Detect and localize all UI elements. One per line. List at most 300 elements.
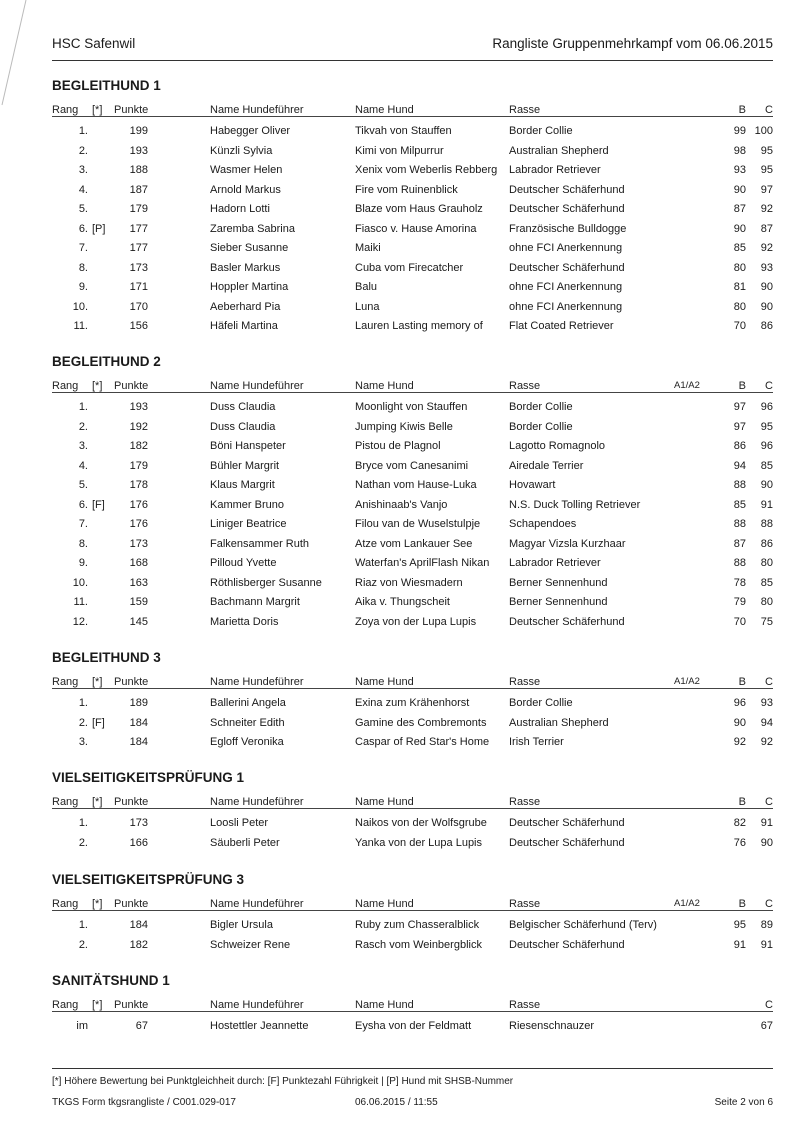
rank: 11. [73,320,88,332]
breed: ohne FCI Anerkennung [509,281,623,293]
handler: Liniger Beatrice [210,518,287,530]
dog-name: Riaz von Wiesmadern [355,576,463,589]
rank: 5. [78,479,88,491]
dog-name: Eysha von der Feldmatt [355,1020,472,1032]
rank: 6. [78,222,88,235]
column-header-c: C [765,999,773,1011]
dog-name: Maiki [355,242,381,254]
dog-name: Rasch vom Weinbergblick [355,938,482,951]
handler: Arnold Markus [210,183,281,196]
score-c: 80 [760,557,773,569]
breed: Französische Bulldogge [509,222,627,235]
column-header-hundefuehrer: Name Hundeführer [210,898,304,910]
table-row [52,616,773,632]
column-header-hund: Name Hund [355,104,414,116]
tiebreak: [P] [92,222,106,235]
column-header-c: C [765,380,773,392]
score-c: 93 [760,261,773,274]
breed: Irish Terrier [509,736,564,748]
table-row [52,837,773,853]
rank: 11. [73,596,88,608]
score-b: 82 [733,817,746,829]
rank: 3. [78,440,88,452]
column-header-b: B [738,380,746,392]
column-header-punkte: Punkte [114,676,149,688]
points: 189 [129,697,148,709]
score-c: 88 [760,518,773,530]
rank: 4. [78,459,88,472]
table-row [52,697,773,713]
rank: 9. [78,281,88,293]
section-title: BEGLEITHUND 1 [52,78,161,93]
breed: Labrador Retriever [509,164,601,176]
table-row [52,817,773,833]
table-header [52,796,773,812]
dog-name: Nathan vom Hause-Luka [355,479,477,491]
score-c: 75 [760,615,773,628]
dog-name: Naikos von der Wolfsgrube [355,817,487,829]
column-header-rasse: Rasse [509,104,541,116]
column-header-hundefuehrer: Name Hundeführer [210,999,304,1011]
column-header-hund: Name Hund [355,796,414,808]
points: 188 [129,164,148,176]
score-b: 76 [733,836,746,849]
table-row [52,184,773,200]
dog-name: Blaze vom Haus Grauholz [355,203,483,215]
rank: 12. [72,615,88,628]
column-header-b: B [738,796,746,808]
handler: Kammer Bruno [210,498,284,511]
rank: 4. [78,183,88,196]
page-number: Seite 2 von 6 [714,1097,773,1108]
column-header-c: C [765,676,773,688]
handler: Aeberhard Pia [210,300,281,313]
column-header-hundefuehrer: Name Hundeführer [210,380,304,392]
points: 166 [129,836,148,849]
handler: Hostettler Jeannette [210,1020,309,1032]
dog-name: Tikvah von Stauffen [355,125,452,137]
points: 187 [129,183,148,196]
score-b: 97 [733,401,746,413]
score-b: 88 [733,557,746,569]
score-b: 70 [733,320,746,332]
dog-name: Anishinaab's Vanjo [355,498,448,511]
column-header-star: [*] [92,898,103,910]
column-header-hund: Name Hund [355,676,414,688]
score-b: 88 [733,479,746,491]
score-b: 94 [733,459,746,472]
breed: Deutscher Schäferhund [509,615,625,628]
column-header-rasse: Rasse [509,999,541,1011]
dog-name: Zoya von der Lupa Lupis [355,615,477,628]
column-header-hund: Name Hund [355,999,414,1011]
points: 173 [129,261,148,274]
rank: 8. [78,537,88,550]
header-rule [52,910,773,911]
score-c: 96 [760,440,773,452]
table-row [52,919,773,935]
score-c: 91 [760,938,773,951]
breed: ohne FCI Anerkennung [509,242,623,254]
points: 159 [129,596,148,608]
column-header-b: B [738,676,746,688]
points: 192 [129,420,148,433]
points: 177 [129,242,148,254]
score-c: 89 [760,919,773,931]
handler: Zaremba Sabrina [210,222,295,235]
column-header-punkte: Punkte [114,898,149,910]
column-header-rang: Rang [52,104,79,116]
club-name: HSC Safenwil [52,36,136,51]
score-b: 86 [733,440,746,452]
rank: 3. [78,164,88,176]
handler: Bühler Margrit [210,459,280,472]
column-header-rasse: Rasse [509,796,541,808]
breed: Deutscher Schäferhund [509,938,625,951]
header-rule [52,60,773,61]
table-row [52,125,773,141]
handler: Böni Hanspeter [210,440,286,452]
rank: 10. [72,576,88,589]
rank: 2. [78,716,88,729]
column-header-c: C [765,898,773,910]
rank: 7. [78,518,88,530]
column-header-c: C [765,796,773,808]
score-b: 88 [733,518,746,530]
breed: ohne FCI Anerkennung [509,300,623,313]
rank: 2. [78,938,88,951]
table-header [52,380,773,396]
score-b: 81 [733,281,746,293]
dog-name: Kimi von Milpurrur [355,144,444,157]
breed: Australian Shepherd [509,144,609,157]
score-c: 91 [760,498,773,511]
points: 199 [129,125,148,137]
column-header-punkte: Punkte [114,104,149,116]
score-b: 93 [733,164,746,176]
points: 171 [129,281,148,293]
column-header-rang: Rang [52,796,79,808]
handler: Loosli Peter [210,817,269,829]
score-c: 97 [760,183,773,196]
table-header [52,898,773,914]
handler: Ballerini Angela [210,697,286,709]
score-b: 96 [733,697,746,709]
handler: Wasmer Helen [210,164,283,176]
column-header-a1a2: A1/A2 [674,380,700,391]
form-id: TKGS Form tkgsrangliste / C001.029-017 [52,1097,236,1108]
handler: Hadorn Lotti [210,203,270,215]
handler: Schneiter Edith [210,716,285,729]
score-c: 91 [760,817,773,829]
dog-name: Luna [355,300,380,313]
handler: Häfeli Martina [210,320,278,332]
score-c: 87 [760,222,773,235]
dog-name: Xenix vom Weberlis Rebberg [355,164,498,176]
breed: Airedale Terrier [509,459,584,472]
column-header-b: B [738,104,746,116]
handler: Röthlisberger Susanne [210,576,322,589]
rank: 2. [78,836,88,849]
table-row [52,164,773,180]
table-row [52,717,773,733]
document-title: Rangliste Gruppenmehrkampf vom 06.06.2015 [492,36,773,51]
score-c: 94 [760,716,773,729]
breed: Berner Sennenhund [509,576,608,589]
column-header-star: [*] [92,104,103,116]
table-row [52,596,773,612]
breed: Border Collie [509,401,573,413]
points: 182 [129,938,148,951]
column-header-rang: Rang [52,999,79,1011]
score-b: 87 [733,537,746,550]
breed: Deutscher Schäferhund [509,261,625,274]
column-header-a1a2: A1/A2 [674,676,700,687]
breed: Hovawart [509,479,556,491]
table-row [52,223,773,239]
handler: Künzli Sylvia [210,144,273,157]
points: 193 [129,401,148,413]
score-b: 95 [733,919,746,931]
section-title: VIELSEITIGKEITSPRÜFUNG 3 [52,872,245,887]
table-row [52,518,773,534]
breed: Magyar Vizsla Kurzhaar [509,537,626,550]
rank: 1. [78,125,88,137]
table-row [52,281,773,297]
column-header-rasse: Rasse [509,380,541,392]
handler: Hoppler Martina [210,281,289,293]
dog-name: Caspar of Red Star's Home [355,736,490,748]
print-datetime: 06.06.2015 / 11:55 [355,1097,438,1108]
score-c: 96 [760,401,773,413]
score-c: 93 [760,697,773,709]
breed: Deutscher Schäferhund [509,203,625,215]
dog-name: Gamine des Combremonts [355,716,487,729]
handler: Falkensammer Ruth [210,537,310,550]
table-row [52,557,773,573]
column-header-hund: Name Hund [355,898,414,910]
breed: Labrador Retriever [509,557,601,569]
score-c: 95 [760,164,773,176]
handler: Basler Markus [210,261,281,274]
rank: 2. [78,144,88,157]
score-c: 90 [760,300,773,313]
table-row [52,203,773,219]
handler: Sieber Susanne [210,242,289,254]
breed: Australian Shepherd [509,716,609,729]
points: 168 [129,557,148,569]
rank: 6. [78,498,88,511]
dog-name: Jumping Kiwis Belle [355,420,453,433]
score-c: 100 [754,125,773,137]
column-header-star: [*] [92,796,103,808]
dog-name: Waterfan's AprilFlash Nikan [355,557,490,569]
score-c: 86 [760,537,773,550]
tiebreak: [F] [92,716,105,729]
score-b: 98 [733,144,746,157]
table-row [52,421,773,437]
column-header-rasse: Rasse [509,676,541,688]
table-row [52,939,773,955]
score-c: 92 [760,242,773,254]
table-header [52,999,773,1015]
score-b: 92 [733,736,746,748]
score-c: 95 [760,420,773,433]
breed: Schapendoes [509,518,577,530]
dog-name: Yanka von der Lupa Lupis [355,836,482,849]
breed: Belgischer Schäferhund (Terv) [509,919,657,931]
dog-name: Filou van de Wuselstulpje [355,518,481,530]
handler: Egloff Veronika [210,736,284,748]
points: 179 [129,203,148,215]
points: 184 [129,716,148,729]
section-title: BEGLEITHUND 2 [52,354,161,369]
header-rule [52,392,773,393]
tiebreak: [F] [92,498,105,511]
rank: 9. [78,557,88,569]
rank: im [76,1020,88,1032]
points: 177 [129,222,148,235]
table-row [52,1020,773,1036]
column-header-a1a2: A1/A2 [674,898,700,909]
column-header-hundefuehrer: Name Hundeführer [210,796,304,808]
dog-name: Atze vom Lankauer See [355,537,473,550]
scan-artifact-line [0,0,30,110]
breed: Deutscher Schäferhund [509,183,625,196]
column-header-rang: Rang [52,676,79,688]
column-header-rang: Rang [52,380,79,392]
points: 170 [129,300,148,313]
score-c: 95 [760,144,773,157]
table-row [52,301,773,317]
table-row [52,538,773,554]
table-row [52,736,773,752]
score-c: 80 [760,596,773,608]
score-c: 90 [760,281,773,293]
score-c: 90 [760,836,773,849]
points: 173 [129,537,148,550]
column-header-star: [*] [92,999,103,1011]
dog-name: Moonlight von Stauffen [355,401,468,413]
column-header-star: [*] [92,676,103,688]
dog-name: Cuba vom Firecatcher [355,261,464,274]
score-b: 90 [733,716,746,729]
points: 193 [129,144,148,157]
rank: 7. [78,242,88,254]
score-c: 92 [760,203,773,215]
points: 178 [129,479,148,491]
score-b: 91 [733,938,746,951]
header-rule [52,1011,773,1012]
points: 156 [129,320,148,332]
breed: Deutscher Schäferhund [509,817,625,829]
dog-name: Ruby zum Chasseralblick [355,919,480,931]
table-header [52,104,773,120]
points: 67 [135,1020,148,1032]
rank: 5. [78,203,88,215]
header-rule [52,116,773,117]
score-b: 79 [733,596,746,608]
points: 182 [129,440,148,452]
score-c: 85 [760,576,773,589]
column-header-b: B [738,898,746,910]
dog-name: Bryce vom Canesanimi [355,459,469,472]
score-c: 85 [760,459,773,472]
points: 163 [129,576,148,589]
column-header-rang: Rang [52,898,79,910]
handler: Habegger Oliver [210,125,291,137]
handler: Bigler Ursula [210,919,273,931]
rank: 1. [78,401,88,413]
column-header-hundefuehrer: Name Hundeführer [210,104,304,116]
score-b: 85 [733,498,746,511]
score-b: 99 [733,125,746,137]
section-title: VIELSEITIGKEITSPRÜFUNG 1 [52,770,245,785]
dog-name: Fiasco v. Hause Amorina [355,222,477,235]
header-rule [52,808,773,809]
breed: Border Collie [509,697,573,709]
rank: 10. [72,300,88,313]
handler: Bachmann Margrit [210,596,300,608]
score-b: 97 [733,420,746,433]
score-b: 90 [733,183,746,196]
score-b: 85 [733,242,746,254]
dog-name: Fire vom Ruinenblick [355,183,458,196]
footnote: [*] Höhere Bewertung bei Punktgleichheit durch: [F] Punktezahl Führigkeit | [P] Hund mit SHSB-Nummer [52,1076,514,1087]
column-header-c: C [765,104,773,116]
points: 176 [129,498,148,511]
table-row [52,577,773,593]
score-b: 90 [733,222,746,235]
column-header-star: [*] [92,380,103,392]
column-header-rasse: Rasse [509,898,541,910]
score-c: 86 [760,320,773,332]
rank: 8. [78,261,88,274]
score-c: 92 [760,736,773,748]
score-c: 67 [760,1020,773,1032]
points: 179 [129,459,148,472]
table-row [52,320,773,336]
table-row [52,479,773,495]
breed: N.S. Duck Tolling Retriever [509,498,641,511]
footer-rule [52,1068,773,1069]
table-row [52,460,773,476]
rank: 2. [78,420,88,433]
dog-name: Pistou de Plagnol [355,440,441,452]
rank: 1. [78,697,88,709]
points: 184 [129,736,148,748]
column-header-hundefuehrer: Name Hundeführer [210,676,304,688]
handler: Schweizer Rene [210,938,291,951]
header-rule [52,688,773,689]
breed: Berner Sennenhund [509,596,608,608]
dog-name: Lauren Lasting memory of [355,320,483,332]
column-header-punkte: Punkte [114,380,149,392]
points: 173 [129,817,148,829]
score-b: 78 [733,576,746,589]
breed: Deutscher Schäferhund [509,836,625,849]
handler: Duss Claudia [210,420,276,433]
table-row [52,499,773,515]
breed: Flat Coated Retriever [509,320,614,332]
score-b: 80 [733,300,746,313]
section-title: BEGLEITHUND 3 [52,650,161,665]
handler: Klaus Margrit [210,479,275,491]
dog-name: Exina zum Krähenhorst [355,697,470,709]
score-b: 87 [733,203,746,215]
table-row [52,262,773,278]
score-b: 70 [733,615,746,628]
